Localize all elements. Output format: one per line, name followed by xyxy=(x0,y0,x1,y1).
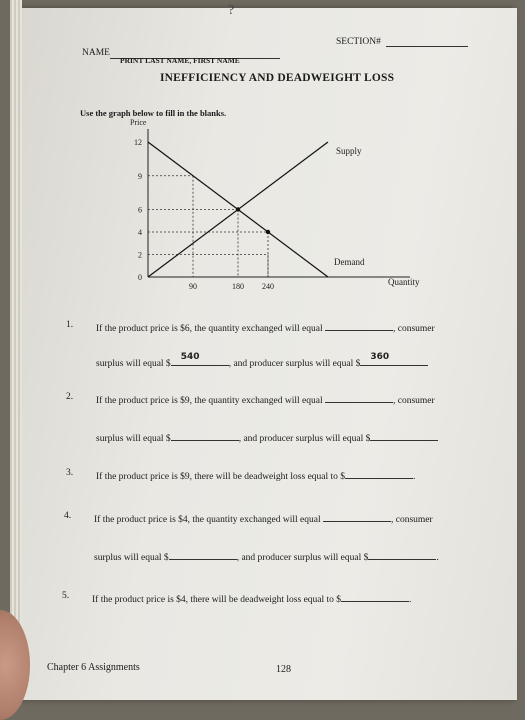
q2-ps-text: , and producer surplus will equal $ xyxy=(238,434,371,444)
q4-text: If the product price is $4, the quantity exchanged will equal xyxy=(94,515,321,525)
q4-line1 xyxy=(94,511,433,525)
x-tick-label-180: 180 xyxy=(232,282,244,291)
q2-cs-blank[interactable] xyxy=(171,430,239,441)
graph-axes xyxy=(148,129,410,277)
graph-lines xyxy=(148,142,328,277)
q1-cs-answer: 540 xyxy=(180,352,200,362)
q5-text: If the product price is $4, there will be deadweight loss equal to $ xyxy=(92,595,342,605)
instructions: Use the graph below to fill in the blanks. xyxy=(80,108,227,118)
demand-label: Demand xyxy=(334,257,365,267)
q1-text: If the product price is $6, the quantity exchanged will equal xyxy=(96,324,323,334)
q4-number: 4. xyxy=(64,511,72,521)
q2-quantity-blank[interactable] xyxy=(325,392,393,403)
x-axis-label: Quantity xyxy=(388,277,420,287)
q2-cs-text: surplus will equal $ xyxy=(96,434,171,444)
y-axis-label: Price xyxy=(130,118,147,127)
y-tick-label-2: 2 xyxy=(138,250,142,260)
q4-cs-blank[interactable] xyxy=(169,549,237,560)
y-tick-label-9: 9 xyxy=(138,171,142,181)
q5-line1: If the product price is $4, there will be deadweight loss equal to $ . xyxy=(92,591,411,605)
section-label: SECTION# xyxy=(336,37,381,47)
supply-label: Supply xyxy=(336,146,362,156)
q2-line1 xyxy=(96,392,435,406)
footer-chapter: Chapter 6 Assignments xyxy=(47,662,140,673)
page-title: INEFFICIENCY AND DEADWEIGHT LOSS xyxy=(160,72,395,84)
q1-text-end: , consumer xyxy=(392,324,435,334)
name-label: NAME xyxy=(82,48,110,58)
q1-ps-answer: 360 xyxy=(370,352,390,362)
q3-dwl-blank[interactable] xyxy=(345,468,413,479)
q2-line2 xyxy=(96,430,438,444)
q2-ps-blank[interactable] xyxy=(370,430,438,441)
x-tick-label-90: 90 xyxy=(189,282,197,291)
pencil-scribble: ? xyxy=(228,3,235,18)
q3-number: 3. xyxy=(66,468,74,478)
q3-line1: If the product price is $9, there will be deadweight loss equal to $ . xyxy=(96,468,415,482)
q1-cs-blank[interactable] xyxy=(171,352,229,366)
q2-text: If the product price is $9, the quantity exchanged will equal xyxy=(96,396,323,406)
q1-line2 xyxy=(96,352,428,369)
y-tick-label-0: 0 xyxy=(138,273,142,282)
q4-quantity-blank[interactable] xyxy=(323,511,391,522)
q1-cs-text: surplus will equal $ xyxy=(96,359,171,369)
q2-text-end: , consumer xyxy=(392,396,435,406)
y-tick-label-4: 4 xyxy=(138,228,142,237)
page-number: 128 xyxy=(276,664,291,675)
graph-labels xyxy=(130,118,420,291)
q1-line1 xyxy=(96,320,435,334)
y-tick-label-6: 6 xyxy=(138,205,142,215)
print-name-note: PRINT LAST NAME, FIRST NAME xyxy=(120,56,240,65)
y-tick-label-12: 12 xyxy=(134,138,142,147)
q1-number: 1. xyxy=(66,320,74,330)
q2-number: 2. xyxy=(66,392,74,402)
x-tick-label-240: 240 xyxy=(262,282,274,291)
q4-line2: surplus will equal $ , and producer surplus will equal $ . xyxy=(94,549,439,563)
q5-number: 5. xyxy=(62,591,70,601)
graph-guides xyxy=(148,176,268,277)
point-0 xyxy=(236,207,240,211)
q1-ps-text: , and producer surplus will equal $ xyxy=(228,359,361,369)
q4-cs-text: surplus will equal $ xyxy=(94,553,169,563)
q4-ps-blank[interactable] xyxy=(368,549,436,560)
q1-quantity-blank[interactable] xyxy=(325,320,393,331)
q3-text: If the product price is $9, there will be deadweight loss equal to $ xyxy=(96,472,346,482)
point-1 xyxy=(266,230,270,234)
q1-ps-blank[interactable] xyxy=(360,352,428,366)
q4-text-end: , consumer xyxy=(390,515,433,525)
q5-dwl-blank[interactable] xyxy=(341,591,409,602)
q4-ps-text: , and producer surplus will equal $ xyxy=(236,553,369,563)
